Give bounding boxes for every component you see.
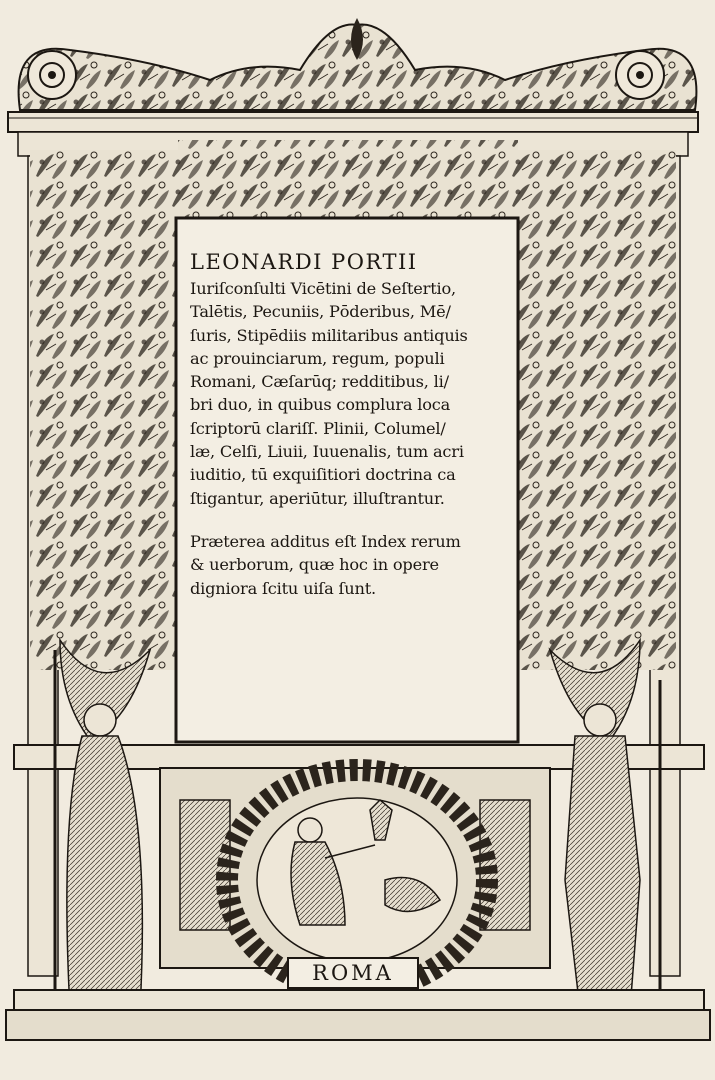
addendum-line: & uerborum, quæ hoc in opere — [190, 555, 439, 575]
author-title: LEONARDI PORTII — [190, 250, 418, 274]
addendum-line: digniora ſcitu uiſa ſunt. — [190, 578, 376, 598]
right-soldier-figure — [565, 680, 660, 1020]
entablature — [8, 112, 698, 132]
left-minerva-figure — [55, 650, 142, 1015]
title-line: Talētis, Pecuniis, Pōderibus, Mē/ — [190, 302, 451, 322]
plinth — [6, 1010, 710, 1040]
title-line: ſcriptorū clariſſ. Plinii, Columel/ — [190, 418, 446, 438]
title-body — [190, 277, 506, 510]
title-line: Iuriſconſulti Vicētini de Seſtertio, — [190, 279, 456, 298]
imprint-place: ROMA — [312, 961, 394, 985]
title-line: ſtigantur, aperiūtur, illuſtrantur. — [190, 488, 445, 508]
right-foliage-garland — [516, 150, 676, 670]
left-foliage-garland — [30, 150, 178, 670]
addendum-paragraph — [190, 530, 506, 600]
top-foliage-garland — [178, 140, 518, 220]
title-line: ac prouinciarum, regum, populi — [190, 348, 445, 368]
title-line: Romani, Cæſarūq; redditibus, li/ — [190, 372, 449, 392]
addendum-line: Præterea additus eſt Index rerum — [190, 531, 461, 551]
title-line: ſuris, Stipēdiis militaribus antiquis — [190, 325, 468, 345]
title-line: iuditio, tū exquiſitiori doctrina ca — [190, 465, 456, 485]
title-text-panel — [178, 220, 516, 740]
title-line: læ, Celſi, Liuii, Iuuenalis, tum acri — [190, 442, 464, 462]
title-line: bri duo, in quibus complura loca — [190, 395, 451, 415]
